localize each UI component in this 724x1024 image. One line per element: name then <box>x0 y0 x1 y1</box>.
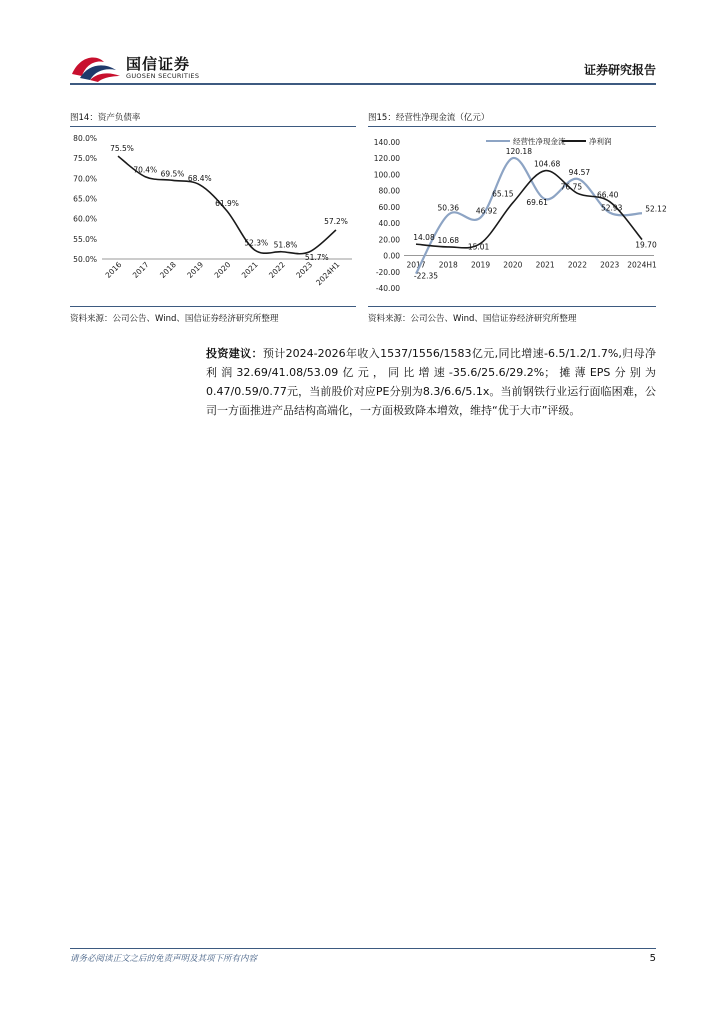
x-tick-label: 2017 <box>130 260 151 280</box>
x-tick-label: 2020 <box>212 260 233 280</box>
page-number: 5 <box>649 953 656 964</box>
operating-cashflow-line <box>416 158 642 274</box>
logo-chinese-name: 国信证券 <box>126 55 191 73</box>
x-tick-label: 2016 <box>103 260 124 280</box>
operating-cashflow-data-label: 120.18 <box>505 147 532 157</box>
x-tick-label: 2023 <box>600 260 620 270</box>
operating-cashflow-data-label: 69.61 <box>526 198 548 208</box>
x-tick-label: 2018 <box>158 260 178 280</box>
x-tick-label: 2017 <box>406 260 426 270</box>
debt-ratio-data-label: 57.2% <box>324 216 348 226</box>
net-profit-data-label: 14.08 <box>413 233 435 243</box>
x-tick-label: 2022 <box>567 260 587 270</box>
figure-15-source: 资料来源：公司公告、Wind、国信证券经济研究所整理 <box>368 314 577 324</box>
net-profit-data-label: 66.40 <box>596 190 619 200</box>
debt-ratio-data-label: 51.8% <box>273 240 298 250</box>
y-tick-label: 40.00 <box>378 219 400 229</box>
header-divider <box>70 83 656 85</box>
operating-cashflow-data-label: 52.12 <box>645 204 667 214</box>
operating-cashflow-data-label: 46.92 <box>475 206 498 216</box>
debt-ratio-data-label: 51.7% <box>304 253 329 263</box>
footer-divider <box>70 948 656 949</box>
debt-ratio-data-label: 75.5% <box>110 144 134 154</box>
x-tick-label: 2022 <box>267 260 287 280</box>
y-tick-label: 60.00 <box>378 202 400 212</box>
footer-disclaimer: 请务必阅读正文之后的免责声明及其项下所有内容 <box>70 954 258 964</box>
figure-15-bottom-rule <box>368 306 656 307</box>
x-tick-label: 2021 <box>239 260 260 280</box>
x-tick-label: 2019 <box>471 260 491 270</box>
net-profit-data-label: 76.75 <box>560 182 583 192</box>
figure-14-top-rule <box>70 126 356 127</box>
x-tick-label: 2019 <box>185 260 206 280</box>
net-profit-data-label: 19.70 <box>635 240 657 250</box>
x-tick-label: 2024H1 <box>314 260 342 288</box>
investment-advice-label: 投资建议： <box>206 347 263 360</box>
y-tick-label: 0.00 <box>383 251 400 261</box>
debt-ratio-data-label: 68.4% <box>187 173 212 183</box>
y-tick-label: -20.00 <box>375 267 400 277</box>
y-tick-label: 20.00 <box>378 235 400 245</box>
investment-advice-text: 预计2024-2026年收入1537/1556/1583亿元,同比增速-6.5/1.2/1.7%,归母净利润32.69/41.08/53.09亿元，同比增速-35.6/25.6/29.2%；摊薄EPS分别为0.47/0.59/0.77元，当前股价对应PE分别为8.3/6.6/5.1x。当前钢铁行业运行面临困难，公司一方面推进产品结构高端化，一方面极致降本增效，维持“优于大市”评级。 <box>206 347 657 417</box>
page-header <box>70 48 656 84</box>
x-tick-label: 2020 <box>503 260 523 270</box>
debt-ratio-data-label: 69.5% <box>160 169 185 179</box>
y-tick-label: 120.00 <box>373 154 400 164</box>
debt-ratio-data-label: 52.3% <box>244 238 269 248</box>
y-tick-label: 50.0% <box>73 255 97 264</box>
debt-ratio-data-label: 61.9% <box>215 199 239 209</box>
operating-cashflow-chart <box>366 128 667 298</box>
y-tick-label: 100.00 <box>373 170 400 180</box>
y-tick-label: 60.0% <box>73 214 97 224</box>
x-tick-label: 2021 <box>535 260 555 270</box>
y-tick-label: -40.00 <box>375 284 400 293</box>
guosen-logo-icon <box>70 52 122 82</box>
report-type-title: 证券研究报告 <box>583 63 656 77</box>
y-tick-label: 55.0% <box>73 234 97 244</box>
net-profit-data-label: 65.15 <box>492 189 514 199</box>
figure-15-top-rule <box>368 126 656 127</box>
x-tick-label: 2024H1 <box>627 260 657 270</box>
operating-cashflow-data-label: 94.57 <box>568 167 591 177</box>
y-tick-label: 80.00 <box>378 186 400 196</box>
net-profit-data-label: 104.68 <box>534 159 561 169</box>
investment-advice-paragraph <box>206 344 656 420</box>
y-tick-label: 75.0% <box>73 154 97 164</box>
operating-cashflow-data-label: 52.93 <box>600 203 623 213</box>
figure-14-title: 图14：资产负债率 <box>70 113 141 123</box>
legend-label: 净利润 <box>589 137 612 146</box>
figure-15-title: 图15：经营性净现金流（亿元） <box>368 113 490 123</box>
debt-ratio-chart <box>70 128 360 298</box>
y-tick-label: 65.0% <box>73 194 97 204</box>
y-tick-label: 70.0% <box>73 174 97 184</box>
logo-english-name: GUOSEN SECURITIES <box>126 72 200 80</box>
x-tick-label: 2018 <box>438 260 458 270</box>
y-tick-label: 140.00 <box>373 138 400 147</box>
operating-cashflow-data-label: 50.36 <box>437 203 460 213</box>
x-tick-label: 2023 <box>294 260 315 280</box>
net-profit-data-label: 15.01 <box>467 242 490 252</box>
net-profit-data-label: 10.68 <box>437 235 460 245</box>
figure-14-bottom-rule <box>70 306 356 307</box>
legend-label: 经营性净现金流 <box>513 137 566 146</box>
operating-cashflow-data-label: -22.35 <box>413 271 439 281</box>
debt-ratio-data-label: 70.4% <box>133 165 158 175</box>
figure-14-source: 资料来源：公司公告、Wind、国信证券经济研究所整理 <box>70 314 279 324</box>
y-tick-label: 80.0% <box>73 134 97 143</box>
